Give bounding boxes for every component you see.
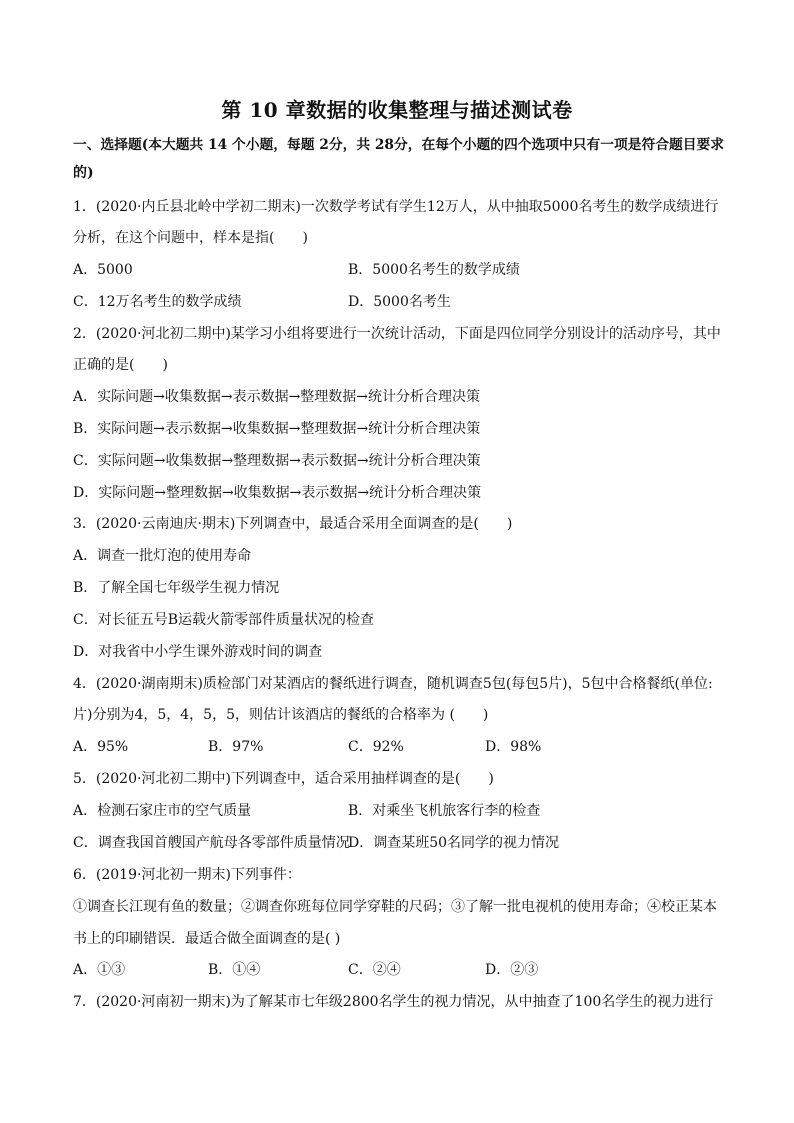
question-3-option-b: B．了解全国七年级学生视力情况 (73, 580, 280, 596)
question-2-option-b: B．实际问题→表示数据→收集数据→整理数据→统计分析合理决策 (73, 421, 481, 437)
question-3-option-d: D．对我省中小学生课外游戏时间的调查 (73, 644, 323, 660)
question-4-text: 4．(2020·湖南期末)质检部门对某酒店的餐纸进行调查，随机调查5包(每包5片)，5包中合格餐纸(单位: (73, 676, 713, 692)
question-5-option-d: D．调查某班50名同学的视力情况 (348, 835, 560, 851)
question-2-text: 2．(2020·河北初二期中)某学习小组将要进行一次统计活动，下面是四位同学分别设计的活动序号，其中 (73, 326, 721, 342)
question-6-text: 6．(2019·河北初一期末)下列事件： (73, 867, 301, 883)
question-6-text-cont-2: 书上的印刷错误．最适合做全面调查的是( ) (73, 931, 341, 947)
question-6-option-c: C．②④ (348, 962, 401, 978)
question-4-option-d: D．98% (485, 739, 542, 755)
question-5-option-c: C．调查我国首艘国产航母各零部件质量情况 (73, 835, 350, 851)
question-6-text-cont: ①调查长江现有鱼的数量；②调查你班每位同学穿鞋的尺码；③了解一批电视机的使用寿命；④校正某本 (73, 899, 717, 915)
question-4-option-b: B．97% (208, 739, 264, 755)
question-5-text: 5．(2020·河北初二期中)下列调查中，适合采用抽样调查的是( ) (73, 771, 494, 787)
question-7-text: 7．(2020·河南初一期末)为了解某市七年级2800名学生的视力情况，从中抽查了100名学生的视力进行 (73, 994, 714, 1010)
question-4-option-c: C．92% (348, 739, 404, 755)
question-3-option-c: C．对长征五号B运载火箭零部件质量状况的检查 (73, 612, 374, 628)
page-title: 第 10 章数据的收集整理与描述测试卷 (221, 98, 573, 122)
question-2-option-c: C．实际问题→收集数据→整理数据→表示数据→统计分析合理决策 (73, 453, 481, 469)
question-1-text: 1．(2020·内丘县北岭中学初二期末)一次数学考试有学生12万人，从中抽取5000名考生的数学成绩进行 (73, 199, 719, 215)
question-1-option-a: A．5000 (73, 262, 133, 278)
question-5-option-b: B．对乘坐飞机旅客行李的检查 (348, 803, 541, 819)
section-heading-cont: 的) (73, 165, 94, 181)
question-2-text-cont: 正确的是( ) (73, 357, 168, 373)
question-4-text-cont: 片)分别为4，5，4，5，5，则估计该酒店的餐纸的合格率为 ( ) (73, 707, 489, 723)
question-4-option-a: A．95% (73, 739, 129, 755)
question-1-text-cont: 分析，在这个问题中，样本是指( ) (73, 230, 308, 246)
question-1-option-b: B．5000名考生的数学成绩 (348, 262, 520, 278)
question-1-option-d: D．5000名考生 (348, 294, 451, 310)
question-1-option-c: C．12万名考生的数学成绩 (73, 294, 242, 310)
question-2-option-a: A．实际问题→收集数据→表示数据→整理数据→统计分析合理决策 (73, 389, 481, 405)
question-6-option-d: D．②③ (485, 962, 539, 978)
question-6-option-b: B．①④ (208, 962, 261, 978)
question-3-text: 3．(2020·云南迪庆·期末)下列调查中，最适合采用全面调查的是( ) (73, 516, 513, 532)
section-heading: 一、选择题(本大题共 14 个小题，每题 2分，共 28分，在每个小题的四个选项中只有一项是符合题目要求 (73, 137, 724, 153)
question-6-option-a: A．①③ (73, 962, 126, 978)
question-2-option-d: D．实际问题→整理数据→收集数据→表示数据→统计分析合理决策 (73, 485, 482, 501)
question-3-option-a: A．调查一批灯泡的使用寿命 (73, 548, 252, 564)
question-5-option-a: A．检测石家庄市的空气质量 (73, 803, 252, 819)
